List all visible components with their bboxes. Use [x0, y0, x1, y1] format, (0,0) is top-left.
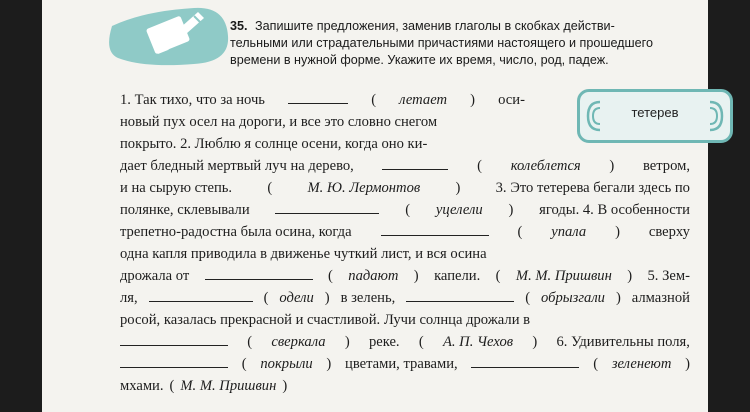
text-fragment: ( — [241, 356, 247, 372]
answer-blank — [406, 301, 514, 302]
text-fragment: алмазной — [631, 290, 690, 306]
word-box-text: тетерев — [631, 105, 679, 120]
text-fragment: оси- — [498, 92, 525, 108]
verb-hint: покрыли — [260, 356, 313, 372]
text-fragment: ) — [532, 334, 538, 350]
text-fragment: ( — [328, 268, 333, 284]
ornament-icon — [708, 100, 724, 132]
text-fragment: ) — [326, 356, 332, 372]
answer-blank — [275, 213, 379, 214]
text-line — [120, 92, 525, 109]
text-fragment: ) — [609, 158, 615, 174]
text-fragment: 6. Удивительны поля, — [556, 334, 690, 350]
text-fragment: цветами, травами, — [345, 356, 458, 372]
text-line — [120, 334, 690, 351]
text-fragment: росой, казалась прекрасной и счастливой. Лучи солнца дрожали в — [120, 312, 531, 328]
verb-hint: обрызгали — [541, 290, 605, 306]
task-header-text: Запишите предложения, заменив глаголы в скобках действи- — [255, 19, 615, 33]
task-header — [230, 18, 700, 69]
text-fragment: ) — [508, 202, 514, 218]
text-fragment: полянке, склевывали — [120, 202, 250, 218]
text-fragment: ) — [685, 356, 690, 372]
answer-blank — [288, 103, 348, 104]
text-fragment: сверху — [648, 224, 690, 240]
verb-hint: упала — [551, 224, 587, 240]
text-line — [120, 224, 690, 241]
text-fragment: покрыто. 2. Люблю я солнце осени, когда оно ки- — [120, 136, 428, 152]
task-number: 35. — [230, 19, 248, 33]
text-fragment: ( — [418, 334, 424, 350]
answer-blank — [205, 279, 313, 280]
text-fragment: ( — [247, 334, 253, 350]
word-box — [577, 89, 733, 143]
text-fragment: ) — [413, 268, 419, 284]
task-header-line-1 — [230, 18, 700, 35]
text-line — [120, 114, 525, 131]
text-fragment: трепетно-радостна была осина, когда — [120, 224, 352, 240]
text-line — [120, 202, 690, 219]
text-fragment: ля, — [120, 290, 138, 306]
text-fragment: дрожала от — [120, 268, 190, 284]
text-fragment: и на сырую степь. — [120, 180, 233, 196]
text-line — [120, 180, 690, 197]
text-fragment: 3. Это тетерева бегали здесь по — [495, 180, 690, 196]
text-fragment: ) — [615, 224, 620, 240]
text-fragment: ) — [324, 290, 330, 306]
task-header-line-2: тельными или страдательными причастиями настоящего и прошедшего — [230, 36, 653, 50]
text-fragment: ( — [267, 180, 273, 196]
text-fragment: ) — [615, 290, 621, 306]
text-line — [120, 356, 690, 373]
text-fragment: ( — [495, 268, 501, 284]
verb-hint: падают — [348, 268, 399, 284]
text-fragment: ( — [477, 158, 483, 174]
text-line — [120, 312, 690, 329]
text-fragment: ( — [263, 290, 269, 306]
answer-blank — [149, 301, 253, 302]
text-fragment: ягоды. 4. В особенности — [539, 202, 690, 218]
verb-hint: летает — [399, 92, 448, 108]
text-fragment: в зелень, — [340, 290, 396, 306]
text-fragment: реке. — [368, 334, 400, 350]
answer-blank — [120, 345, 228, 346]
verb-hint: зеленеют — [611, 356, 672, 372]
text-fragment: ( — [525, 290, 531, 306]
text-fragment: 1. Так тихо, что за ночь — [120, 92, 265, 108]
text-fragment: ( — [169, 378, 175, 394]
text-fragment: дает бледный мертвый луч на дерево, — [120, 158, 354, 174]
text-line — [120, 268, 690, 285]
answer-blank — [381, 235, 489, 236]
text-fragment: капели. — [434, 268, 481, 284]
text-fragment: одна капля приводила в движенье чуткий лист, и вся осина — [120, 246, 487, 262]
text-fragment: ветром, — [642, 158, 690, 174]
answer-blank — [120, 367, 228, 368]
text-line — [120, 136, 525, 153]
task-header-line-3: времени в нужной форме. Укажите их время, число, род, падеж. — [230, 53, 609, 67]
text-line — [120, 290, 690, 307]
verb-hint: одели — [279, 290, 314, 306]
text-line — [120, 158, 690, 175]
verb-hint: колеблется — [510, 158, 581, 174]
text-fragment: ) — [627, 268, 633, 284]
text-line — [120, 378, 690, 395]
verb-hint: сверкала — [271, 334, 326, 350]
text-fragment: ( — [593, 356, 599, 372]
answer-blank — [471, 367, 579, 368]
text-fragment: ( — [517, 224, 523, 240]
text-fragment: ) — [344, 334, 350, 350]
verb-hint: М. Ю. Лермонтов — [307, 180, 421, 196]
verb-hint: А. П. Чехов — [442, 334, 514, 350]
text-fragment: мхами. — [120, 378, 164, 394]
pen-icon — [104, 6, 234, 68]
text-line — [120, 246, 690, 263]
text-fragment: ) — [470, 92, 476, 108]
text-fragment: ( — [405, 202, 411, 218]
text-fragment: ) — [455, 180, 461, 196]
text-fragment: ( — [371, 92, 377, 108]
verb-hint: М. М. Пришвин — [515, 268, 612, 284]
text-fragment: 5. Зем- — [647, 268, 690, 284]
verb-hint: М. М. Пришвин — [180, 378, 277, 394]
text-fragment: ) — [282, 378, 288, 394]
verb-hint: уцелели — [435, 202, 483, 218]
answer-blank — [382, 169, 448, 170]
text-fragment: новый пух осел на дороги, и все это словно снегом — [120, 114, 438, 130]
